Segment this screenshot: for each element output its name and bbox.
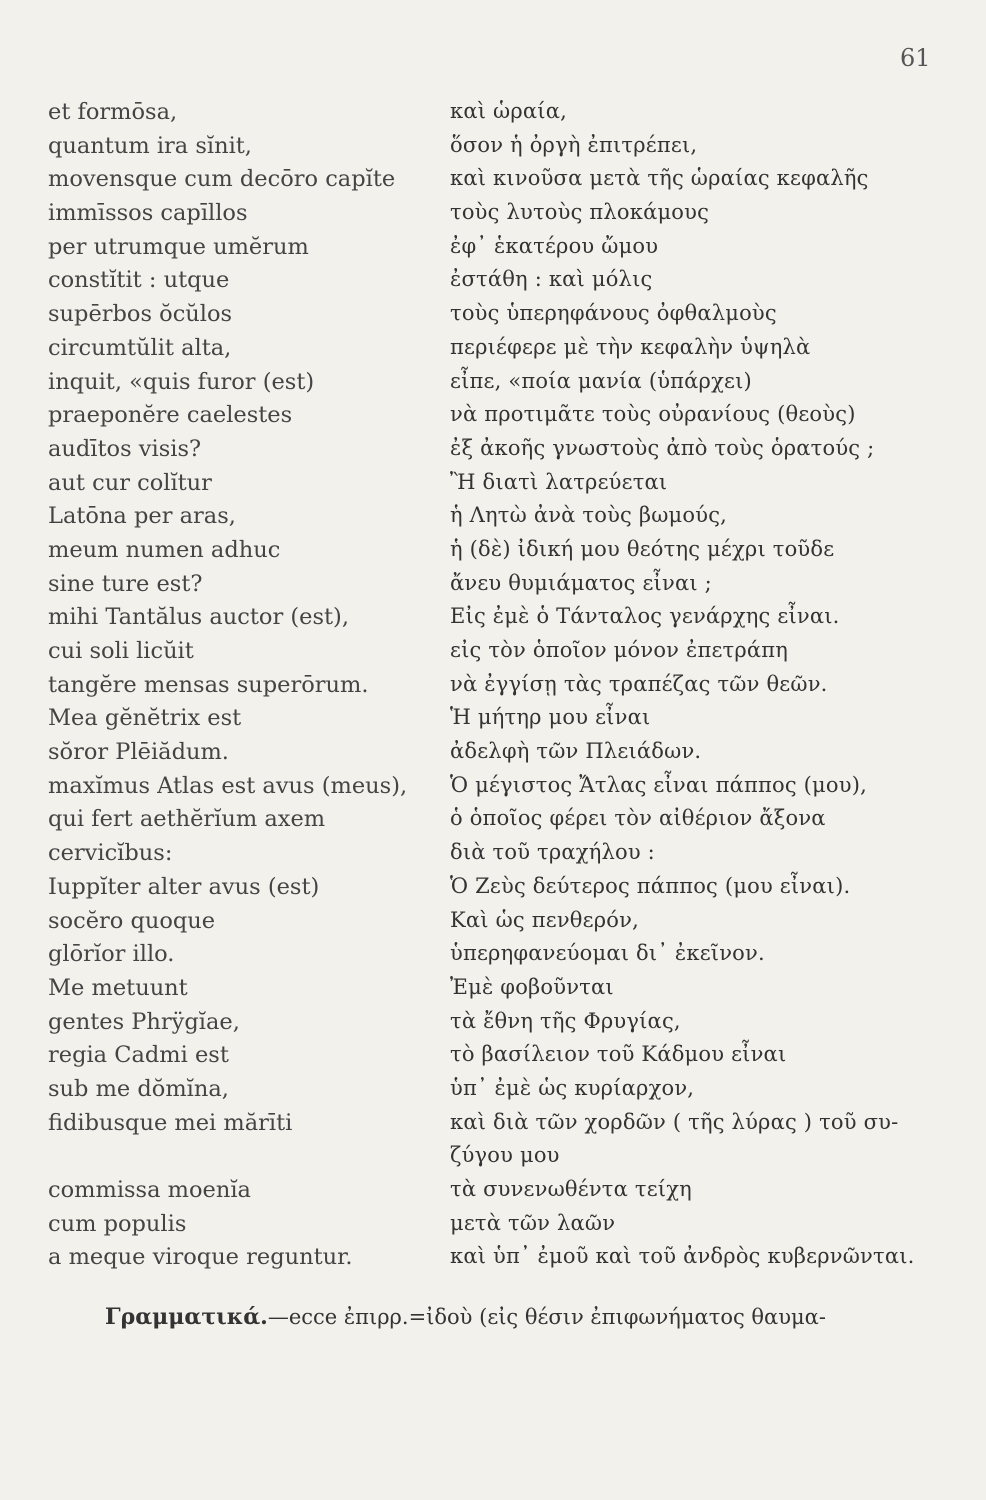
greek-line: Εἰς ἐμὲ ὁ Τάνταλος γενάρχης εἶναι. [450,604,840,629]
latin-line: circumtŭlit alta, [48,334,232,361]
latin-line: immīssos capīllos [48,200,248,227]
page-number: 61 [900,44,931,72]
greek-line: Ὁ Ζεὺς δεύτερος πάππος (μου εἶναι). [450,873,851,898]
grammar-note [105,1304,826,1330]
latin-line: maxĭmus Atlas est avus (meus), [48,772,408,799]
latin-line: Latōna per aras, [48,503,236,530]
text-line [0,335,986,369]
text-line [0,638,986,672]
latin-line: inquit, «quis furor (est) [48,368,315,395]
greek-line: ὁ ὁποῖος φέρει τὸν αἰθέριον ἄξονα [450,806,826,831]
text-line [0,1143,986,1177]
greek-line: ἄνευ θυμιάματος εἶναι ; [450,570,712,595]
latin-line: sŏror Plēiădum. [48,739,229,766]
text-line [0,436,986,470]
latin-line: meum numen adhuc [48,536,281,563]
latin-line: glōrĭor illo. [48,941,175,968]
text-line [0,537,986,571]
greek-line: περιέφερε μὲ τὴν κεφαλὴν ὑψηλὰ [450,334,811,359]
greek-line: τοὺς ὑπερηφάνους ὀφθαλμοὺς [450,301,777,326]
text-line [0,1009,986,1043]
latin-line: cervicĭbus: [48,840,173,867]
latin-line: qui fert aethĕrĭum axem [48,806,326,833]
latin-line: fidibusque mei mărīti [48,1109,293,1136]
greek-line: νὰ ἐγγίσῃ τὰς τραπέζας τῶν θεῶν. [450,671,828,696]
latin-line: constĭtit : utque [48,267,230,294]
greek-line: Ἐμὲ φοβοῦνται [450,974,614,999]
greek-line: ἡ (δὲ) ἰδική μου θεότης μέχρι τοῦδε [450,536,835,561]
latin-line: per utrumque umĕrum [48,233,309,260]
text-line [0,1042,986,1076]
greek-line: τὰ ἔθνη τῆς Φρυγίας, [450,1008,681,1033]
latin-line: tangĕre mensas superōrum. [48,671,369,698]
latin-line: mihi Tantălus auctor (est), [48,604,349,631]
latin-line: praeponĕre caelestes [48,402,293,429]
greek-line: ἐστάθη : καὶ μόλις [450,267,653,292]
greek-line: ἐφ᾿ ἑκατέρου ὤμου [450,233,659,258]
text-line [0,1177,986,1211]
latin-line: movensque cum decōro capĭte [48,166,396,193]
greek-line: ὑπερηφανεύομαι δι᾿ ἐκεῖνον. [450,941,765,966]
latin-line: regia Cadmi est [48,1042,229,1069]
text-line [0,1076,986,1110]
greek-line: ὑπ᾿ ἐμὲ ὡς κυρίαρχον, [450,1075,695,1100]
latin-line: Mea gĕnĕtrix est [48,705,242,732]
text-line [0,99,986,133]
latin-line: a meque viroque reguntur. [48,1244,353,1271]
greek-line: διὰ τοῦ τραχήλου : [450,840,655,865]
greek-line: Ἢ διατὶ λατρεύεται [450,469,668,494]
latin-line: quantum ira sĭnit, [48,132,252,159]
latin-line: gentes Phrÿgĭae, [48,1008,240,1035]
text-line [0,267,986,301]
greek-line: ὅσον ἡ ὀργὴ ἐπιτρέπει, [450,132,698,157]
latin-line: cum populis [48,1210,187,1237]
text-line [0,234,986,268]
latin-line: commissa moenĭa [48,1177,251,1203]
text-line [0,133,986,167]
greek-line: τὸ βασίλειον τοῦ Κάδμου εἶναι [450,1042,787,1067]
text-line [0,1110,986,1144]
greek-line: τοὺς λυτοὺς πλοκάμους [450,200,710,225]
greek-line: καὶ διὰ τῶν χορδῶν ( τῆς λύρας ) τοῦ συ- [450,1109,899,1134]
text-line [0,503,986,537]
greek-line: ζύγου μου [450,1143,560,1168]
text-line [0,200,986,234]
text-line [0,773,986,807]
text-line [0,840,986,874]
text-line [0,301,986,335]
text-line [0,975,986,1009]
latin-line: sub me dŏmĭna, [48,1075,229,1102]
latin-line: et formōsa, [48,99,178,125]
latin-line: audītos visis? [48,435,202,462]
latin-line: sine ture est? [48,570,203,597]
text-line [0,874,986,908]
latin-line: Me metuunt [48,974,188,1001]
text-line [0,369,986,403]
greek-line: νὰ προτιμᾶτε τοὺς οὐρανίους (θεοὺς) [450,402,856,427]
text-line [0,470,986,504]
text-line [0,941,986,975]
greek-line: ἐξ ἀκοῆς γνωστοὺς ἀπὸ τοὺς ὁρατούς ; [450,435,875,460]
text-line [0,571,986,605]
grammar-text: —ecce ἐπιρρ.=ἰδοὺ (εἰς θέσιν ἐπιφωνήματος θαυμα- [267,1305,826,1329]
greek-line: εἶπε, «ποία μανία (ὑπάρχει) [450,368,752,393]
text-line [0,402,986,436]
text-line [0,739,986,773]
text-line [0,166,986,200]
greek-line: καὶ ὡραία, [450,99,567,123]
grammar-heading: Γραμματικά. [105,1304,268,1330]
greek-line: μετὰ τῶν λαῶν [450,1210,616,1235]
latin-line: supērbos ŏcŭlos [48,301,233,328]
greek-line: Ἡ μήτηρ μου εἶναι [450,705,651,730]
text-line [0,908,986,942]
text-line [0,806,986,840]
text-line [0,1244,986,1278]
text-line [0,672,986,706]
greek-line: ἡ Λητὼ ἀνὰ τοὺς βωμούς, [450,503,728,528]
text-line [0,604,986,638]
text-line [0,705,986,739]
greek-line: ἀδελφὴ τῶν Πλειάδων. [450,739,702,764]
greek-line: τὰ συνενωθέντα τείχη [450,1177,692,1201]
latin-line: socĕro quoque [48,907,216,934]
latin-line: Iuppĭter alter avus (est) [48,873,320,900]
greek-line: καὶ κινοῦσα μετὰ τῆς ὡραίας κεφαλῆς [450,166,869,191]
latin-line: cui soli licŭit [48,638,194,664]
greek-line: Καὶ ὡς πενθερόν, [450,907,639,932]
text-line [0,1211,986,1245]
greek-line: καὶ ὑπ᾿ ἐμοῦ καὶ τοῦ ἀνδρὸς κυβερνῶνται. [450,1244,915,1269]
greek-line: εἰς τὸν ὁποῖον μόνον ἐπετράπη [450,638,789,662]
latin-line: aut cur colĭtur [48,469,212,496]
greek-line: Ὁ μέγιστος Ἄτλας εἶναι πάππος (μου), [450,772,867,797]
bilingual-text [0,99,986,1278]
